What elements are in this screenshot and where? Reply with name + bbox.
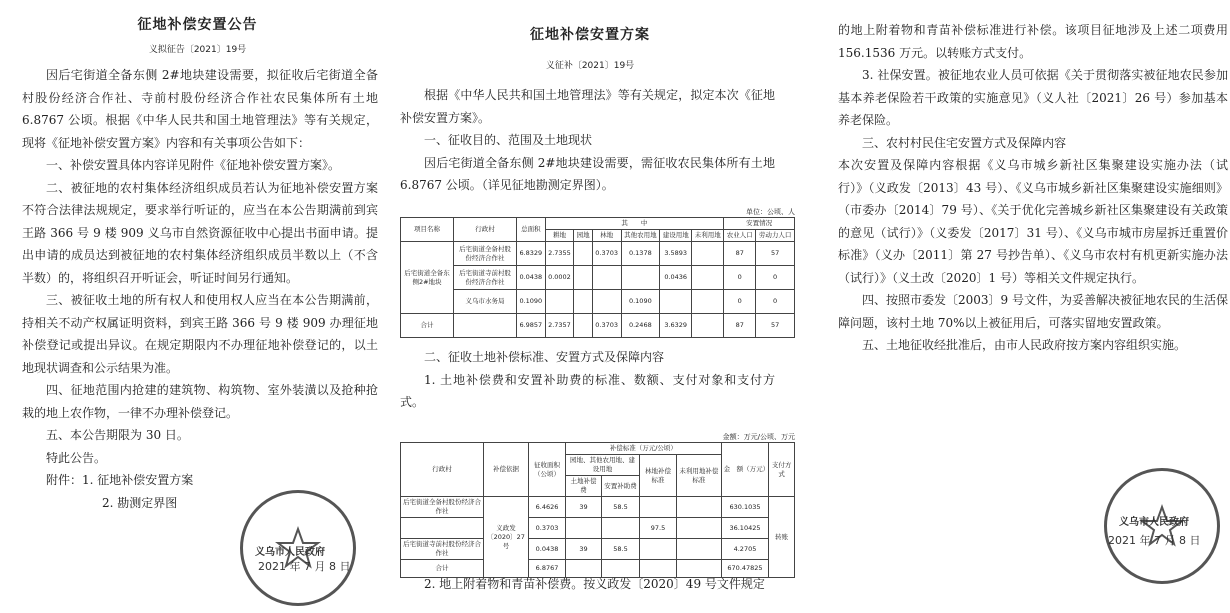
plan-date: 2021 年 7 月 8 日 xyxy=(1108,534,1201,547)
t2-cell xyxy=(639,497,676,518)
item-2-block xyxy=(400,573,790,596)
t1-cell: 0.0438 xyxy=(517,266,546,290)
t2-header: 补偿依据 xyxy=(484,443,529,497)
announcement-paragraph: 特此公告。 xyxy=(46,450,107,465)
t1-cell: 0.1090 xyxy=(517,290,546,314)
t1-col: 未利用地 xyxy=(692,230,724,242)
t1-cell: 57 xyxy=(756,314,795,338)
table-row xyxy=(401,290,795,314)
seal-org-text: 义乌市人民政府 xyxy=(255,547,325,558)
t1-cell: 义乌市水务局 xyxy=(454,290,517,314)
table-row xyxy=(401,266,795,290)
plan-title: 征地补偿安置方案 xyxy=(530,27,650,43)
announcement-paragraph: 三、被征收土地的所有权人和使用权人应当在本公告期满前，持相关不动产权属证明资料，到宾王路 366 号 9 楼 909 办理征地补偿登记或提出异议。在规定期限内不办理征地补偿登记的，以土地现状调查和公示结果为准。 xyxy=(22,293,378,375)
announcement-title: 征地补偿安置公告 xyxy=(137,17,258,33)
t1-cell: 87 xyxy=(724,242,756,266)
t2-cell: 36.10425 xyxy=(721,518,769,539)
t1-cell: 0.0002 xyxy=(545,266,574,290)
t2-cell: 0.3703 xyxy=(529,518,566,539)
t2-cell: 6.4626 xyxy=(529,497,566,518)
t1-cell: 3.5893 xyxy=(660,242,692,266)
t1-cell: 0.0436 xyxy=(660,266,692,290)
t1-cell xyxy=(592,266,621,290)
t1-cell: 后宅街道寺前村股份经济合作社 xyxy=(454,266,517,290)
section-2-block xyxy=(400,346,775,414)
section-2-text: 1. 土地补偿费和安置补助费的标准、数额、支付对象和支付方式。 xyxy=(400,372,775,409)
t2-cell xyxy=(677,497,722,518)
attachment-2: 2. 勘测定界图 xyxy=(102,495,178,510)
announcement-paragraph: 一、补偿安置具体内容详见附件《征地补偿安置方案》。 xyxy=(46,158,341,172)
attachment-1: 1. 征地补偿安置方案 xyxy=(82,473,194,487)
t2-header: 补偿标准（万元/公顷） xyxy=(566,443,722,455)
t1-cell xyxy=(574,266,593,290)
t1-cell: 87 xyxy=(724,314,756,338)
t1-cell xyxy=(692,290,724,314)
t1-cell: 0 xyxy=(724,290,756,314)
t1-cell xyxy=(692,242,724,266)
t1-cell: 0 xyxy=(756,266,795,290)
t1-cell: 0.1090 xyxy=(621,290,660,314)
t2-basis: 义政发〔2020〕27号 xyxy=(484,497,529,578)
section-1-text: 因后宅街道全备东侧 2#地块建设需要，需征收农民集体所有土地 6.8767 公顷。（详见征地勘测定界图）。 xyxy=(400,155,775,192)
t1-cell: 0.3703 xyxy=(592,242,621,266)
t1-cell: 3.6329 xyxy=(660,314,692,338)
t1-col: 林地 xyxy=(592,230,621,242)
table-row xyxy=(401,497,795,518)
announcement-paragraph: 四、征地范围内抢建的建筑物、构筑物、室外装潢以及抢种抢栽的地上农作物，一律不办理补偿登记。 xyxy=(22,383,378,420)
government-seal xyxy=(1104,468,1220,584)
plan-page xyxy=(395,0,805,613)
section-1-heading: 一、征收目的、范围及土地现状 xyxy=(424,133,593,147)
t2-header: 行政村 xyxy=(401,443,484,497)
t1-cell xyxy=(545,290,574,314)
t1-col: 建设用地 xyxy=(660,230,692,242)
t1-header-among: 其 中 xyxy=(545,218,724,230)
t2-cell: 合计 xyxy=(401,560,484,578)
t2-cell: 后宅街道全备村股份经济合作社 xyxy=(401,497,484,518)
table-row xyxy=(401,518,795,539)
announcement-paragraph: 二、被征地的农村集体经济组织成员若认为征地补偿安置方案不符合法律法规规定，要求举行听证的，应当在本公告期满前到宾王路 366 号 9 楼 909 义乌市自然资源征收中心提出书面申请。提出申请的成员达到被征地的农村集体经济组织成员半数以上（不含半数）的，将组织召开听证会，听证时间另行通知。 xyxy=(22,180,378,285)
table-row xyxy=(401,242,795,266)
t2-cell: 670.47825 xyxy=(721,560,769,578)
t1-header-project: 项目名称 xyxy=(401,218,454,242)
item-2-text: 2. 地上附着物和青苗补偿费。按义政发〔2020〕49 号文件规定 xyxy=(424,577,765,591)
t1-cell: 2.7355 xyxy=(545,242,574,266)
t1-cell: 0.2468 xyxy=(621,314,660,338)
t1-cell xyxy=(574,242,593,266)
announcement-page xyxy=(0,0,395,613)
announcement-paragraph: 因后宅街道全备东侧 2#地块建设需要，拟征收后宅街道全备村股份经济合作社、寺前村股份经济合作社农民集体所有土地 6.8767 公顷。根据《中华人民共和国土地管理法》等有关规定，现将《征地补偿安置方案》内容和有关事项公告如下： xyxy=(22,68,378,150)
plan-cont-paragraph: 四、按照市委发〔2003〕9 号文件，为妥善解决被征地农民的生活保障问题，该村土地 70%以上被征用后，可落实留地安置政策。 xyxy=(838,293,1228,330)
t1-cell xyxy=(592,290,621,314)
t1-project: 后宅街道全备东侧2#地块 xyxy=(401,242,454,314)
plan-cont-heading: 三、农村村民住宅安置方式及保障内容 xyxy=(862,135,1067,150)
t2-header: 征收面积（公顷） xyxy=(529,443,566,497)
t1-col: 农业人口 xyxy=(724,230,756,242)
t1-cell: 后宅街道全备村股份经济合作社 xyxy=(454,242,517,266)
attachment-line xyxy=(22,469,378,492)
compensation-table xyxy=(400,442,795,578)
t1-col: 耕地 xyxy=(545,230,574,242)
t2-cell: 6.8767 xyxy=(529,560,566,578)
table1-unit: 单位：公顷、人 xyxy=(746,208,795,216)
plan-intro: 根据《中华人民共和国土地管理法》等有关规定，拟定本次《征地补偿安置方案》。 xyxy=(400,88,775,125)
t1-col: 其他农用地 xyxy=(621,230,660,242)
t2-cell: 39 xyxy=(566,539,602,560)
t2-cell: 4.2705 xyxy=(721,539,769,560)
t2-header: 支付方式 xyxy=(769,443,795,497)
t1-cell: 0 xyxy=(756,290,795,314)
t1-cell: 6.9857 xyxy=(517,314,546,338)
t1-header-village: 行政村 xyxy=(454,218,517,242)
table2-unit: 金额：万元/公顷、万元 xyxy=(722,433,795,441)
t2-cell: 97.5 xyxy=(639,518,676,539)
plan-cont-paragraph: 的地上附着物和青苗补偿标准进行补偿。该项目征地涉及上述二项费用 156.1536 万元。以转账方式支付。 xyxy=(838,23,1228,60)
plan-cont-paragraph: 五、土地征收经批准后，由市人民政府按方案内容组织实施。 xyxy=(862,338,1187,352)
t1-cell xyxy=(621,266,660,290)
t1-cell xyxy=(574,314,593,338)
t1-cell xyxy=(660,290,692,314)
t2-cell: 58.5 xyxy=(602,497,640,518)
section-2-heading: 二、征收土地补偿标准、安置方式及保障内容 xyxy=(424,350,665,364)
t1-cell: 0.3703 xyxy=(592,314,621,338)
table-row xyxy=(401,539,795,560)
plan-cont-paragraph: 3. 社保安置。被征地农业人员可依据《关于贯彻落实被征地农民参加基本养老保险若干政策的实施意见》（义人社〔2021〕26 号）参加基本养老保险。 xyxy=(838,68,1228,127)
t1-header-total: 总面积 xyxy=(517,218,546,242)
t1-cell xyxy=(454,314,517,338)
t2-header: 林地补偿标准 xyxy=(639,455,676,497)
t2-header: 园地、其他农用地、建设用地 xyxy=(566,455,640,476)
plan-continued-page xyxy=(820,0,1230,613)
t1-col: 园地 xyxy=(574,230,593,242)
t2-cell xyxy=(401,518,484,539)
t1-header-resettle: 安置情况 xyxy=(724,218,795,230)
t1-cell: 57 xyxy=(756,242,795,266)
government-seal xyxy=(240,490,356,606)
t2-header: 未利用地补偿标准 xyxy=(677,455,722,497)
t2-cell: 后宅街道寺前村股份经济合作社 xyxy=(401,539,484,560)
t1-cell xyxy=(692,314,724,338)
attachments-label: 附件： xyxy=(46,473,83,487)
t2-cell xyxy=(602,518,640,539)
announcement-doc-no: 义拟征告〔2021〕19号 xyxy=(148,45,247,55)
t1-cell: 0.1378 xyxy=(621,242,660,266)
announcement-paragraph: 五、本公告期限为 30 日。 xyxy=(46,428,189,442)
t2-cell xyxy=(677,539,722,560)
t1-cell: 2.7357 xyxy=(545,314,574,338)
t1-cell: 合计 xyxy=(401,314,454,338)
t2-header: 金 额（万元） xyxy=(721,443,769,497)
t1-col: 劳动力人口 xyxy=(756,230,795,242)
t2-cell: 39 xyxy=(566,497,602,518)
t2-cell xyxy=(677,518,722,539)
announcement-date: 2021 年 7 月 8 日 xyxy=(258,560,351,573)
t2-cell xyxy=(566,518,602,539)
t1-cell xyxy=(692,266,724,290)
t1-cell xyxy=(574,290,593,314)
t2-cell: 0.0438 xyxy=(529,539,566,560)
t2-cell xyxy=(639,539,676,560)
table-total-row xyxy=(401,314,795,338)
t1-cell: 6.8329 xyxy=(517,242,546,266)
plan-continued-body xyxy=(838,19,1228,357)
plan-cont-paragraph: 本次安置及保障内容根据《义乌市城乡新社区集聚建设实施办法（试行）》（义政发〔2013〕43 号）、《义乌市城乡新社区集聚建设实施细则》（市委办〔2014〕79 号）、《关于优化完善城乡新社区集聚建设有关政策的意见（试行）》（义委发〔2017〕31 号）、《义乌市城市房屋拆迁重置价标准》（义办〔2011〕第 27 号抄告单）、《义乌市农村有机更新实施办法（试行）》（义土改〔2020〕1 号）等相关文件规定执行。 xyxy=(838,158,1228,285)
t2-header: 安置补助费 xyxy=(602,476,640,497)
t2-header: 土地补偿费 xyxy=(566,476,602,497)
land-status-table xyxy=(400,217,795,338)
t2-cell: 630.1035 xyxy=(721,497,769,518)
t1-cell: 0 xyxy=(724,266,756,290)
announcement-body xyxy=(22,64,378,514)
t2-payment: 转账 xyxy=(769,497,795,578)
plan-doc-no: 义征补〔2021〕19号 xyxy=(545,61,635,71)
t2-cell: 58.5 xyxy=(602,539,640,560)
plan-intro-block xyxy=(400,84,775,197)
seal-org-text: 义乌市人民政府 xyxy=(1119,517,1189,528)
